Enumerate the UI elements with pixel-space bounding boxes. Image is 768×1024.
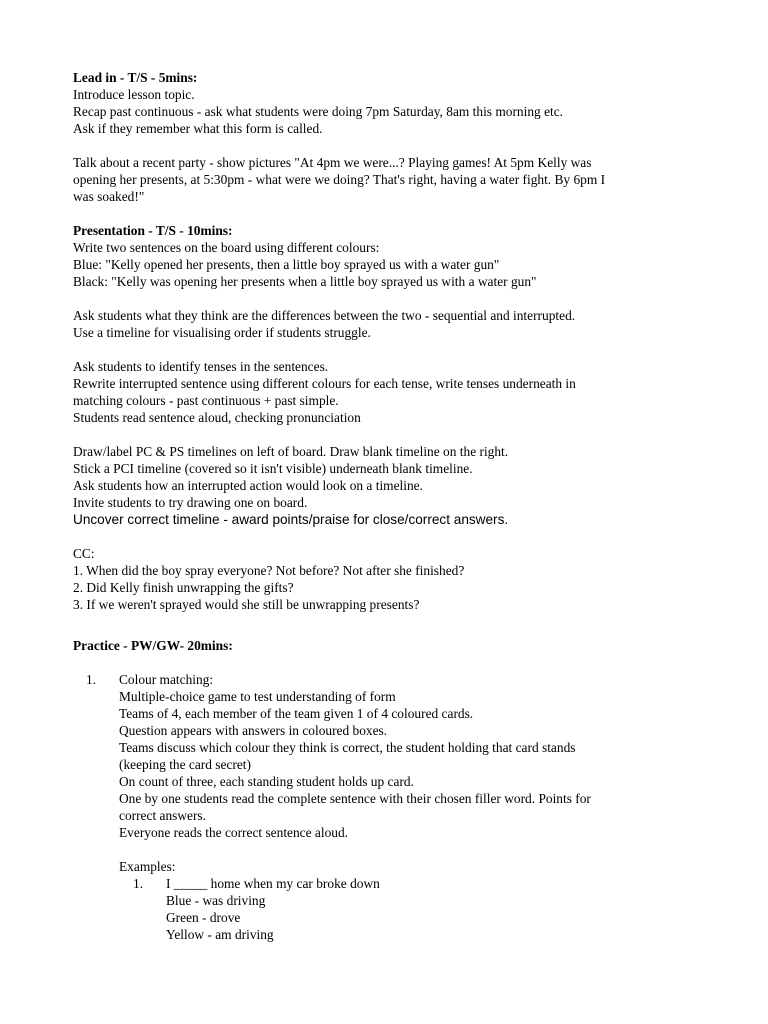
timeline-line: Invite students to try drawing one on board. [73, 495, 308, 510]
list-item [119, 671, 713, 875]
board-line: Blue: "Kelly opened her presents, then a little boy sprayed us with a water gun" [73, 257, 500, 272]
item-line: Multiple-choice game to test understanding of form [119, 689, 396, 704]
item-line: Everyone reads the correct sentence aloud. [119, 825, 349, 840]
party-line: Talk about a recent party - show pictures "At 4pm we were...? Playing games! At 5pm Kelly was [73, 155, 592, 170]
tenses-line: Ask students to identify tenses in the sentences. [73, 359, 329, 374]
party-line: was soaked!" [73, 189, 145, 204]
tenses-line: matching colours - past continuous + past simple. [73, 393, 339, 408]
lead-in-line: Recap past continuous - ask what students were doing 7pm Saturday, 8am this morning etc. [73, 104, 564, 119]
item-line: Colour matching: [119, 672, 214, 687]
lesson-plan-content [73, 69, 713, 943]
uncover-line: Uncover correct timeline - award points/praise for close/correct answers. [73, 512, 509, 527]
board-line: Black: "Kelly was opening her presents when a little boy sprayed us with a water gun" [73, 274, 537, 289]
example-line: Green - drove [166, 910, 241, 925]
examples-list [73, 875, 713, 943]
example-line: Yellow - am driving [166, 927, 274, 942]
tenses-line: Rewrite interrupted sentence using different colours for each tense, write tenses underneath in [73, 376, 576, 391]
lead-in-heading: Lead in - T/S - 5mins: [73, 70, 198, 85]
lead-in-line: Ask if they remember what this form is called. [73, 121, 323, 136]
presentation-heading: Presentation - T/S - 10mins: [73, 223, 233, 238]
example-line: I _____ home when my car broke down [166, 876, 380, 891]
practice-heading: Practice - PW/GW- 20mins: [73, 638, 233, 653]
lead-in-line: Introduce lesson topic. [73, 87, 195, 102]
tenses-line: Students read sentence aloud, checking pronunciation [73, 410, 361, 425]
item-line: Teams of 4, each member of the team given 1 of 4 coloured cards. [119, 706, 474, 721]
cc-question: 1. When did the boy spray everyone? Not before? Not after she finished? [73, 563, 465, 578]
example-number: 1. [133, 876, 144, 891]
item-line: (keeping the card secret) [119, 757, 251, 772]
differences-line: Use a timeline for visualising order if students struggle. [73, 325, 371, 340]
item-line: Question appears with answers in coloured boxes. [119, 723, 388, 738]
timeline-line: Stick a PCI timeline (covered so it isn't visible) underneath blank timeline. [73, 461, 473, 476]
differences-line: Ask students what they think are the differences between the two - sequential and interrupted. [73, 308, 576, 323]
examples-label: Examples: [119, 859, 176, 874]
item-line: correct answers. [119, 808, 206, 823]
timeline-line: Ask students how an interrupted action would look on a timeline. [73, 478, 423, 493]
list-item-number: 1. [86, 672, 97, 687]
practice-list [73, 671, 713, 875]
cc-question: 3. If we weren't sprayed would she still be unwrapping presents? [73, 597, 420, 612]
cc-label: CC: [73, 546, 95, 561]
board-line: Write two sentences on the board using different colours: [73, 240, 380, 255]
party-line: opening her presents, at 5:30pm - what were we doing? That's right, having a water fight. By 6pm I [73, 172, 606, 187]
example-line: Blue - was driving [166, 893, 266, 908]
cc-question: 2. Did Kelly finish unwrapping the gifts? [73, 580, 294, 595]
item-line: One by one students read the complete sentence with their chosen filler word. Points for [119, 791, 591, 806]
timeline-line: Draw/label PC & PS timelines on left of board. Draw blank timeline on the right. [73, 444, 509, 459]
item-line: Teams discuss which colour they think is correct, the student holding that card stands [119, 740, 576, 755]
item-line: On count of three, each standing student holds up card. [119, 774, 414, 789]
example-item [166, 875, 713, 943]
